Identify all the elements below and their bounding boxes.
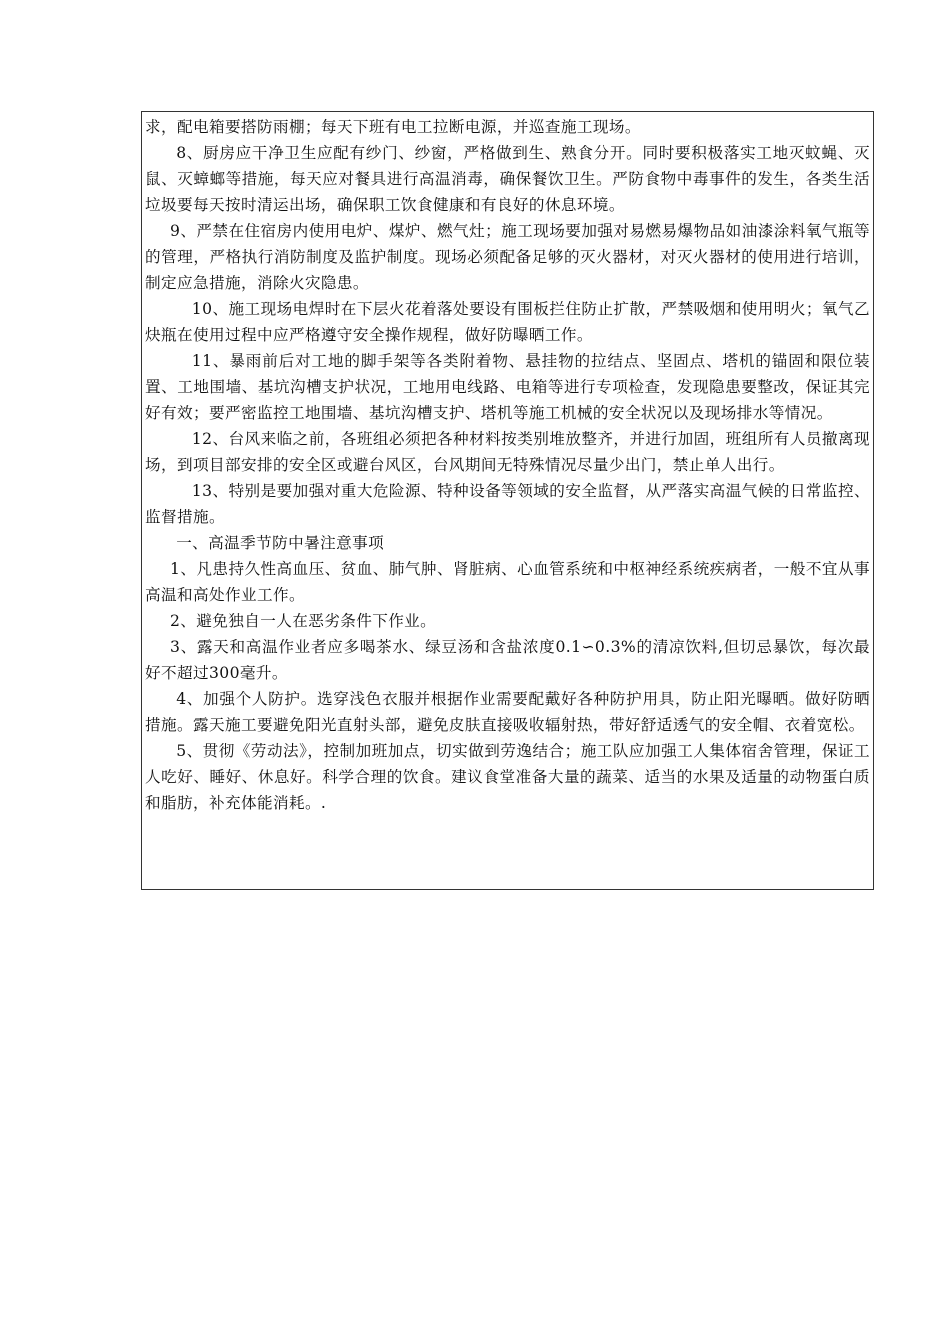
paragraph-no-solo-work: 2、避免独自一人在恶劣条件下作业。	[169, 612, 437, 630]
paragraph-health-conditions: 1、凡患持久性高血压、贫血、肺气肿、肾脏病、心血管系统和中枢神经系统疾病者，一般不宜从事高温和高处作业工作。	[145, 560, 870, 604]
paragraph-hazard-supervision: 13、特别是要加强对重大危险源、特种设备等领域的安全监督，从严落实高温气候的日常监控、监督措施。	[145, 482, 870, 526]
paragraph-personal-protection: 4、加强个人防护。选穿浅色衣服并根据作业需要配戴好各种防护用具，防止阳光曝晒。做好防晒措施。露天施工要避免阳光直射头部，避免皮肤直接吸收辐射热，带好舒适透气的安全帽、衣着宽松。	[145, 690, 870, 734]
content-table-cell	[141, 111, 874, 890]
paragraph-welding: 10、施工现场电焊时在下层火花着落处要设有围板拦住防止扩散，严禁吸烟和使用明火；氧气乙炔瓶在使用过程中应严格遵守安全操作规程，做好防曝晒工作。	[145, 300, 870, 344]
paragraph-fire-safety: 9、严禁在住宿房内使用电炉、煤炉、燃气灶；施工现场要加强对易燃易爆物品如油漆涂料氧气瓶等的管理，严格执行消防制度及监护制度。现场必须配备足够的灭火器材，对灭火器材的使用进行培训，制定应急措施，消除火灾隐患。	[145, 222, 870, 292]
paragraph-kitchen-hygiene: 8、厨房应干净卫生应配有纱门、纱窗，严格做到生、熟食分开。同时要积极落实工地灭蚊蝇、灭鼠、灭蟑螂等措施，每天应对餐具进行高温消毒，确保餐饮卫生。严防食物中毒事件的发生，各类生活垃圾要每天按时清运出场，确保职工饮食健康和有良好的休息环境。	[145, 144, 870, 214]
paragraph-labor-law: 5、贯彻《劳动法》，控制加班加点，切实做到劳逸结合；施工队应加强工人集体宿舍管理，保证工人吃好、睡好、休息好。科学合理的饮食。建议食堂准备大量的蔬菜、适当的水果及适量的动物蛋白质和脂肪，补充体能消耗。.	[145, 742, 870, 812]
paragraph-electric-box: 求，配电箱要搭防雨棚；每天下班有电工拉断电源，并巡查施工现场。	[145, 118, 641, 136]
section-heading-heatstroke: 一、高温季节防中暑注意事项	[176, 534, 385, 552]
paragraph-drinks: 3、露天和高温作业者应多喝茶水、绿豆汤和含盐浓度0.1∽0.3%的清凉饮料,但切忌暴饮，每次最好不超过300毫升。	[145, 638, 870, 682]
paragraph-rainstorm: 11、暴雨前后对工地的脚手架等各类附着物、悬挂物的拉结点、坚固点、塔机的锚固和限位装置、工地围墙、基坑沟槽支护状况，工地用电线路、电箱等进行专项检查，发现隐患要整改，保证其完好有效；要严密监控工地围墙、基坑沟槽支护、塔机等施工机械的安全状况以及现场排水等情况。	[145, 352, 870, 422]
paragraph-typhoon: 12、台风来临之前，各班组必须把各种材料按类别堆放整齐，并进行加固，班组所有人员撤离现场，到项目部安排的安全区或避台风区，台风期间无特殊情况尽量少出门，禁止单人出行。	[145, 430, 870, 474]
